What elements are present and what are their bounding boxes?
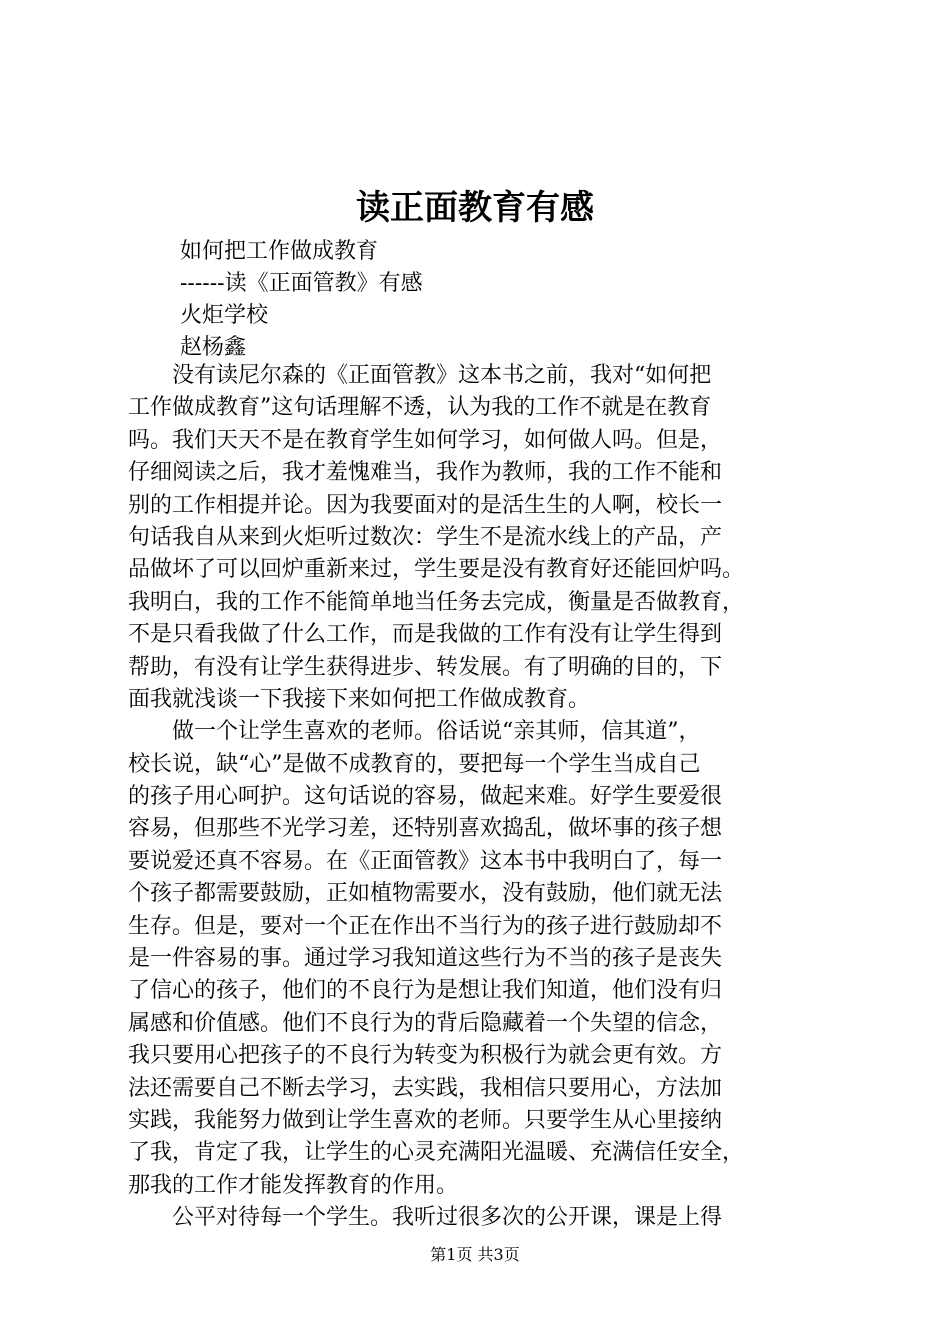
- body-line: 法还需要自己不断去学习，去实践，我相信只要用心，方法加: [128, 1075, 723, 1101]
- body-line: 面我就浅谈一下我接下来如何把工作做成教育。: [128, 686, 591, 712]
- body-line: 了信心的孩子，他们的不良行为是想让我们知道，他们没有归: [128, 978, 723, 1004]
- body-line: 公平对待每一个学生。我听过很多次的公开课，课是上得: [128, 1205, 723, 1231]
- body-line: 没有读尼尔森的《正面管教》这本书之前，我对“如何把: [128, 363, 712, 388]
- body-line: 生存。但是，要对一个正在作出不当行为的孩子进行鼓励却不: [128, 913, 723, 939]
- subtitle-line: 如何把工作做成教育: [180, 239, 379, 264]
- body-text: [128, 360, 838, 1235]
- body-line: 实践，我能努力做到让学生喜欢的老师。只要学生从心里接纳: [128, 1107, 723, 1133]
- body-line: 工作做成教育”这句话理解不透，认为我的工作不就是在教育: [128, 395, 712, 421]
- body-line: 校长说，缺“心”是做不成教育的，要把每一个学生当成自己: [128, 751, 701, 777]
- body-line: 个孩子都需要鼓励，正如植物需要水，没有鼓励，他们就无法: [128, 881, 723, 907]
- body-line: 做一个让学生喜欢的老师。俗话说“亲其师，信其道”，: [128, 719, 701, 745]
- header-block: [180, 236, 423, 364]
- page-title: 读正面教育有感: [356, 188, 594, 228]
- body-line: 要说爱还真不容易。在《正面管教》这本书中我明白了，每一: [128, 848, 723, 874]
- body-line: 我明白，我的工作不能简单地当任务去完成，衡量是否做教育，: [128, 589, 745, 615]
- subtitle-reading-line: ------读《正面管教》有感: [180, 271, 423, 296]
- body-line: 句话我自从来到火炬听过数次：学生不是流水线上的产品，产: [128, 524, 723, 550]
- body-line: 了我，肯定了我，让学生的心灵充满阳光温暖、充满信任安全，: [128, 1140, 745, 1166]
- body-line: 我只要用心把孩子的不良行为转变为积极行为就会更有效。方: [128, 1043, 723, 1069]
- body-line: 的孩子用心呵护。这句话说的容易，做起来难。好学生要爱很: [128, 784, 723, 810]
- page-number-footer: 第1页 共3页: [430, 1245, 520, 1264]
- body-line: 吗。我们天天不是在教育学生如何学习，如何做人吗。但是，: [128, 427, 723, 453]
- author-name: 赵杨鑫: [180, 335, 247, 360]
- body-line: 是一件容易的事。通过学习我知道这些行为不当的孩子是丧失: [128, 946, 723, 972]
- body-line: 别的工作相提并论。因为我要面对的是活生生的人啊，校长一: [128, 492, 723, 518]
- body-line: 帮助，有没有让学生获得进步、转发展。有了明确的目的，下: [128, 654, 723, 680]
- body-line: 那我的工作才能发挥教育的作用。: [128, 1172, 459, 1198]
- body-line: 不是只看我做了什么工作，而是我做的工作有没有让学生得到: [128, 622, 723, 648]
- school-name: 火炬学校: [180, 303, 269, 328]
- body-line: 容易，但那些不光学习差，还特别喜欢捣乱，做坏事的孩子想: [128, 816, 723, 842]
- body-line: 品做坏了可以回炉重新来过，学生要是没有教育好还能回炉吗。: [128, 557, 745, 583]
- body-line: 仔细阅读之后，我才羞愧难当，我作为教师，我的工作不能和: [128, 460, 723, 486]
- body-line: 属感和价值感。他们不良行为的背后隐藏着一个失望的信念，: [128, 1010, 723, 1036]
